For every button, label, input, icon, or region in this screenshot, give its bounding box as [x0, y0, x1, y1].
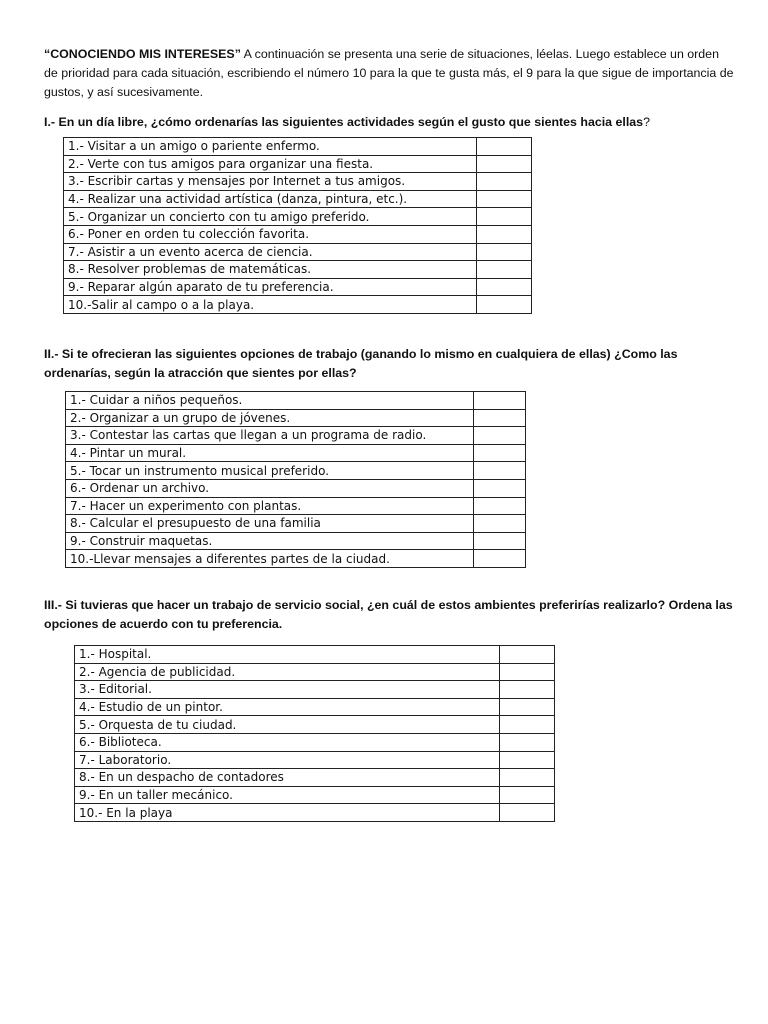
table-row: [66, 444, 526, 462]
rank-answer-cell[interactable]: [500, 716, 555, 734]
instructions-text: A continuación se presenta una serie de situaciones, léelas. Luego establece un orden de prioridad para cada situación, escribiendo el número 10 para la que te gusta más, el 9 para la que sigue de importancia de gustos, y así sucesivamente.: [44, 47, 734, 99]
table-row: [64, 296, 532, 314]
job-option-label: 5.- Tocar un instrumento musical preferido.: [66, 462, 474, 480]
section-3-table: [74, 645, 555, 822]
activity-label: 1.- Visitar a un amigo o pariente enfermo.: [64, 138, 477, 156]
table-row: [75, 769, 555, 787]
table-row: [75, 733, 555, 751]
rank-answer-cell[interactable]: [473, 479, 525, 497]
table-row: [66, 462, 526, 480]
activity-label: 7.- Asistir a un evento acerca de ciencia.: [64, 243, 477, 261]
rank-answer-cell[interactable]: [473, 497, 525, 515]
instructions-paragraph: [44, 45, 734, 102]
rank-answer-cell[interactable]: [477, 278, 532, 296]
environment-label: 5.- Orquesta de tu ciudad.: [75, 716, 500, 734]
section-2-table: [65, 391, 526, 568]
rank-answer-cell[interactable]: [500, 681, 555, 699]
rank-answer-cell[interactable]: [500, 804, 555, 822]
table-row: [66, 392, 526, 410]
section-3-question: III.- Si tuvieras que hacer un trabajo de servicio social, ¿en cuál de estos ambientes preferirías realizarlo? Ordena las opciones de acuerdo con tu preferencia.: [44, 598, 733, 631]
rank-answer-cell[interactable]: [473, 515, 525, 533]
activity-label: 4.- Realizar una actividad artística (danza, pintura, etc.).: [64, 190, 477, 208]
environment-label: 4.- Estudio de un pintor.: [75, 698, 500, 716]
activity-label: 3.- Escribir cartas y mensajes por Internet a tus amigos.: [64, 173, 477, 191]
table-row: [66, 532, 526, 550]
environment-label: 6.- Biblioteca.: [75, 733, 500, 751]
table-row: [75, 646, 555, 664]
table-row: [75, 663, 555, 681]
table-row: [75, 751, 555, 769]
activity-label: 2.- Verte con tus amigos para organizar una fiesta.: [64, 155, 477, 173]
environment-label: 2.- Agencia de publicidad.: [75, 663, 500, 681]
rank-answer-cell[interactable]: [477, 208, 532, 226]
rank-answer-cell[interactable]: [473, 409, 525, 427]
rank-answer-cell[interactable]: [473, 444, 525, 462]
job-option-label: 2.- Organizar a un grupo de jóvenes.: [66, 409, 474, 427]
table-row: [64, 261, 532, 279]
job-option-label: 9.- Construir maquetas.: [66, 532, 474, 550]
table-row: [75, 698, 555, 716]
job-option-label: 3.- Contestar las cartas que llegan a un programa de radio.: [66, 427, 474, 445]
environment-label: 9.- En un taller mecánico.: [75, 786, 500, 804]
table-row: [64, 138, 532, 156]
rank-answer-cell[interactable]: [477, 155, 532, 173]
activity-label: 10.-Salir al campo o a la playa.: [64, 296, 477, 314]
rank-answer-cell[interactable]: [473, 392, 525, 410]
table-row: [64, 155, 532, 173]
rank-answer-cell[interactable]: [477, 243, 532, 261]
table-row: [64, 243, 532, 261]
environment-label: 8.- En un despacho de contadores: [75, 769, 500, 787]
table-row: [66, 479, 526, 497]
rank-answer-cell[interactable]: [477, 138, 532, 156]
rank-answer-cell[interactable]: [500, 646, 555, 664]
worksheet-title: “CONOCIENDO MIS INTERESES”: [44, 47, 241, 61]
rank-answer-cell[interactable]: [500, 663, 555, 681]
rank-answer-cell[interactable]: [473, 462, 525, 480]
table-row: [66, 497, 526, 515]
activity-label: 6.- Poner en orden tu colección favorita.: [64, 225, 477, 243]
section-1-table: [63, 137, 532, 314]
rank-answer-cell[interactable]: [473, 532, 525, 550]
table-row: [64, 225, 532, 243]
job-option-label: 1.- Cuidar a niños pequeños.: [66, 392, 474, 410]
rank-answer-cell[interactable]: [500, 786, 555, 804]
rank-answer-cell[interactable]: [473, 550, 525, 568]
table-row: [75, 716, 555, 734]
table-row: [66, 515, 526, 533]
section-2-question: II.- Si te ofrecieran las siguientes opciones de trabajo (ganando lo mismo en cualquiera de ellas) ¿Como las ordenarías, según la atracción que sientes por ellas?: [44, 347, 678, 380]
table-row: [66, 409, 526, 427]
table-row: [64, 208, 532, 226]
environment-label: 7.- Laboratorio.: [75, 751, 500, 769]
job-option-label: 4.- Pintar un mural.: [66, 444, 474, 462]
rank-answer-cell[interactable]: [477, 261, 532, 279]
rank-answer-cell[interactable]: [500, 769, 555, 787]
table-row: [66, 550, 526, 568]
table-row: [75, 804, 555, 822]
table-row: [64, 173, 532, 191]
job-option-label: 7.- Hacer un experimento con plantas.: [66, 497, 474, 515]
section-1-question: I.- En un día libre, ¿cómo ordenarías las siguientes actividades según el gusto que sientes hacia ellas?: [44, 115, 650, 129]
table-row: [75, 786, 555, 804]
environment-label: 10.- En la playa: [75, 804, 500, 822]
environment-label: 1.- Hospital.: [75, 646, 500, 664]
activity-label: 8.- Resolver problemas de matemáticas.: [64, 261, 477, 279]
table-row: [64, 278, 532, 296]
environment-label: 3.- Editorial.: [75, 681, 500, 699]
activity-label: 9.- Reparar algún aparato de tu preferencia.: [64, 278, 477, 296]
table-row: [75, 681, 555, 699]
job-option-label: 10.-Llevar mensajes a diferentes partes de la ciudad.: [66, 550, 474, 568]
rank-answer-cell[interactable]: [477, 225, 532, 243]
job-option-label: 8.- Calcular el presupuesto de una familia: [66, 515, 474, 533]
activity-label: 5.- Organizar un concierto con tu amigo preferido.: [64, 208, 477, 226]
rank-answer-cell[interactable]: [500, 751, 555, 769]
rank-answer-cell[interactable]: [477, 173, 532, 191]
rank-answer-cell[interactable]: [477, 190, 532, 208]
rank-answer-cell[interactable]: [500, 733, 555, 751]
rank-answer-cell[interactable]: [473, 427, 525, 445]
table-row: [64, 190, 532, 208]
job-option-label: 6.- Ordenar un archivo.: [66, 479, 474, 497]
rank-answer-cell[interactable]: [500, 698, 555, 716]
table-row: [66, 427, 526, 445]
rank-answer-cell[interactable]: [477, 296, 532, 314]
